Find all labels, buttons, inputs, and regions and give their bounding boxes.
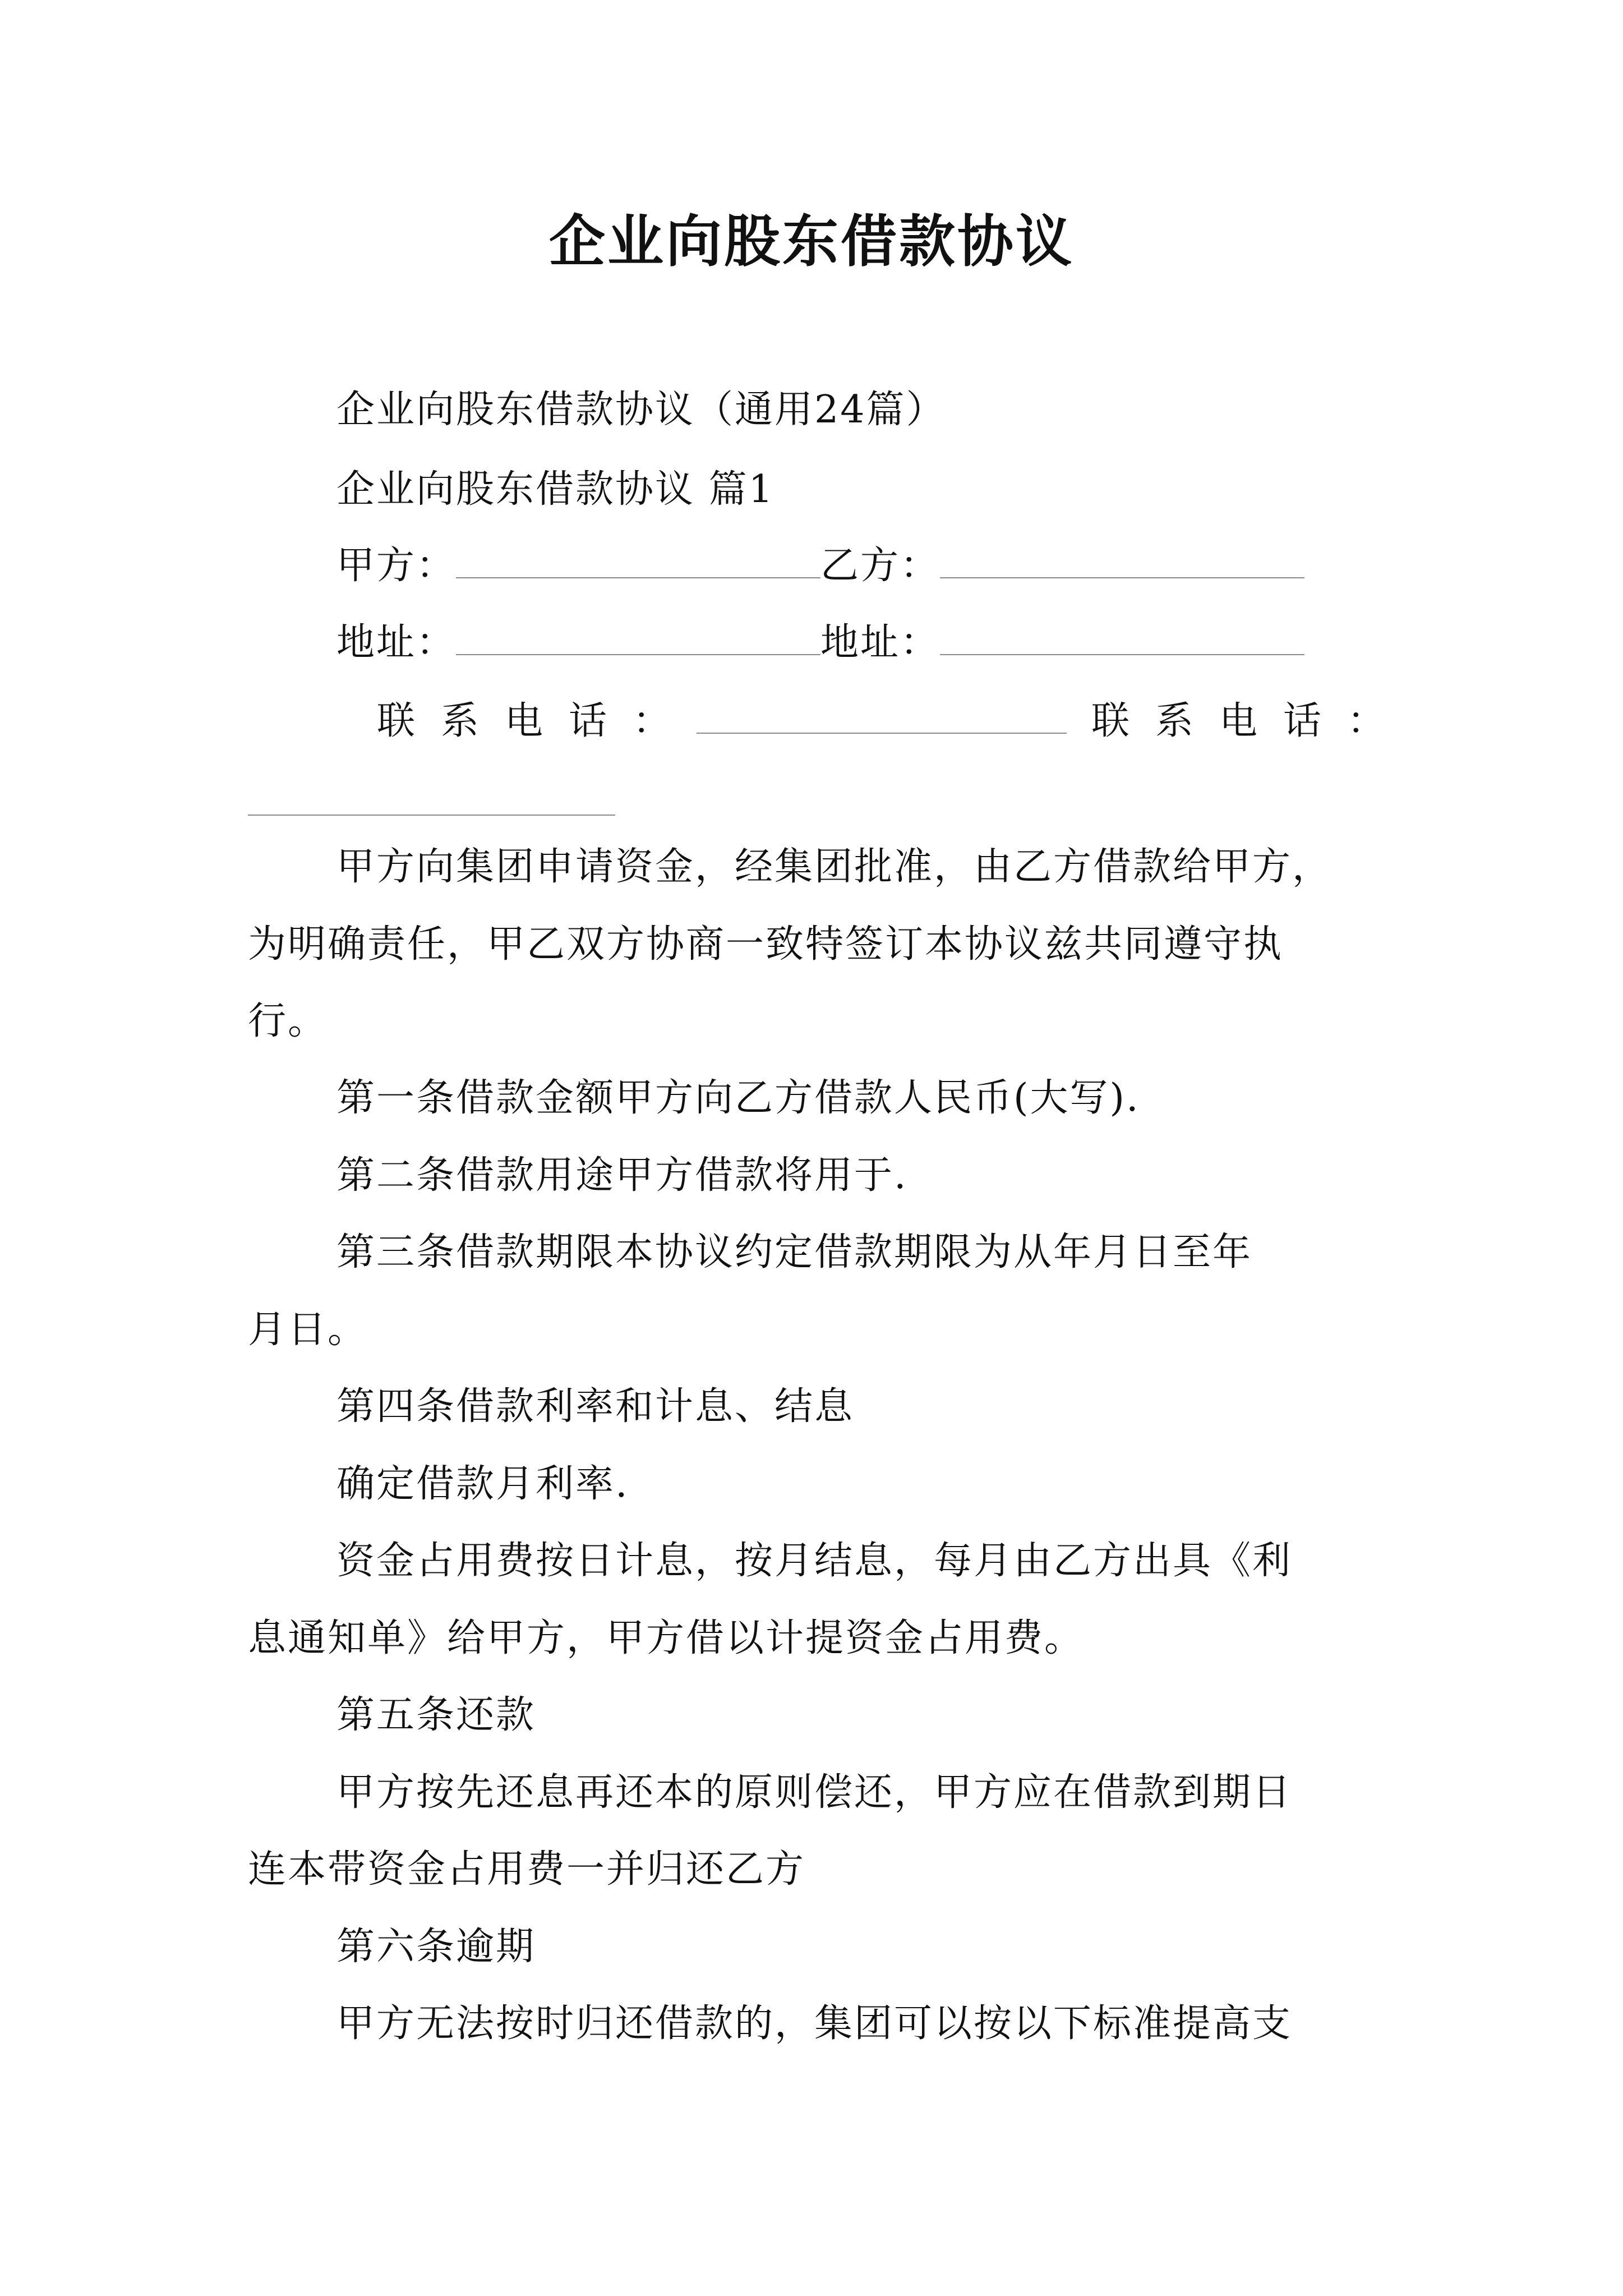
party-row — [336, 543, 1381, 589]
address-row — [336, 620, 1381, 666]
article-4-interest-cont: 息通知单》给甲方，甲方借以计提资金占用费。 — [248, 1616, 1085, 1660]
phone-b-blank-wrapped — [248, 815, 615, 816]
paragraph-line: 为明确责任，甲乙双方协商一致特签订本协议兹共同遵守执 — [248, 922, 1284, 967]
article-4-rate: 确定借款月利率. — [336, 1462, 629, 1506]
article-4-interest: 资金占用费按日计息，按月结息，每月由乙方出具《利 — [336, 1539, 1293, 1583]
phone-b-label: 联系电话： — [1091, 699, 1412, 743]
paragraph-line: 甲方向集团申请资金，经集团批准，由乙方借款给甲方， — [336, 845, 1332, 889]
article-5-body: 甲方按先还息再还本的原则偿还，甲方应在借款到期日 — [336, 1770, 1293, 1815]
article-2: 第二条借款用途甲方借款将用于. — [336, 1153, 908, 1198]
document-subtitle: 企业向股东借款协议（通用24篇） — [336, 388, 946, 432]
address-a-label: 地址： — [336, 620, 457, 665]
phone-row — [377, 698, 1412, 744]
article-6-body: 甲方无法按时归还借款的，集团可以按以下标准提高支 — [336, 2001, 1293, 2046]
article-5-body-cont: 连本带资金占用费一并归还乙方 — [248, 1847, 806, 1892]
party-a-label: 甲方： — [336, 544, 457, 588]
address-b-blank — [940, 623, 1304, 655]
address-b-label: 地址： — [820, 620, 940, 665]
article-6: 第六条逾期 — [336, 1925, 536, 1969]
party-b-blank — [940, 546, 1304, 578]
section-heading: 企业向股东借款协议 篇1 — [336, 467, 774, 512]
paragraph-line: 行。 — [248, 999, 328, 1043]
party-a-blank — [456, 546, 820, 578]
article-4: 第四条借款利率和计息、结息 — [336, 1384, 855, 1429]
document-title: 企业向股东借款协议 — [549, 208, 1074, 274]
party-b-label: 乙方： — [820, 544, 940, 588]
article-3: 第三条借款期限本协议约定借款期限为从年月日至年 — [336, 1230, 1253, 1274]
phone-a-label: 联系电话： — [377, 699, 697, 743]
phone-a-blank — [697, 701, 1067, 734]
address-a-blank — [456, 623, 820, 655]
article-1: 第一条借款金额甲方向乙方借款人民币(大写). — [336, 1076, 1140, 1120]
article-5: 第五条还款 — [336, 1693, 536, 1737]
article-3-cont: 月日。 — [248, 1308, 368, 1352]
